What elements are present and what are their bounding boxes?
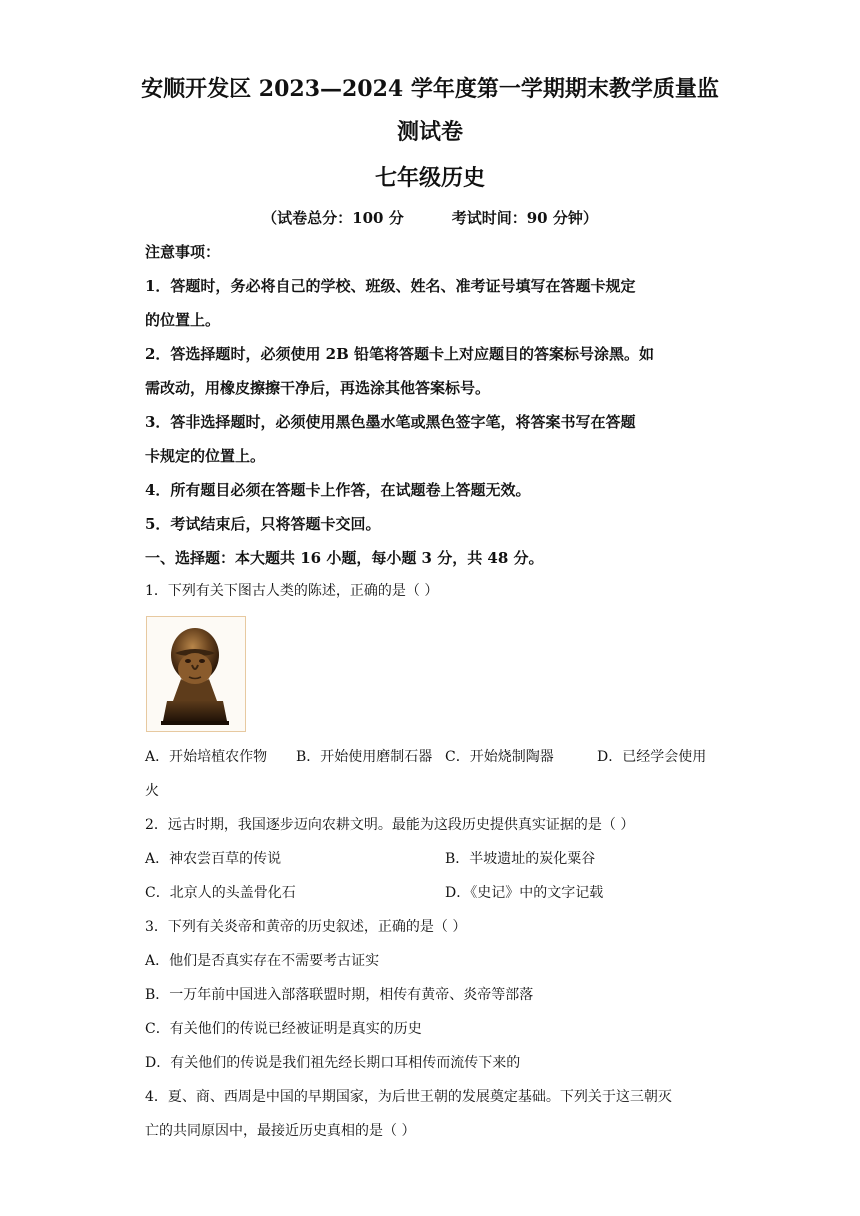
exam-time: 考试时间：90 分钟） [451, 209, 598, 227]
section-heading: 一、选择题：本大题共 16 小题，每小题 3 分，共 48 分。 [145, 549, 544, 567]
question-1-option-c: C．开始烧制陶器 [445, 749, 554, 765]
question-3-stem: 3．下列有关炎帝和黄帝的历史叙述，正确的是（ ） [145, 919, 467, 935]
question-1-option-b: B．开始使用磨制石器 [296, 749, 433, 765]
exam-title-line2: 测试卷 [396, 119, 463, 145]
notice-line: 3．答非选择题时，必须使用黑色墨水笔或黑色签字笔，将答案书写在答题 [145, 413, 636, 431]
question-3-option-b: B．一万年前中国进入部落联盟时期，相传有黄帝、炎帝等部落 [145, 987, 534, 1003]
notice-line: 1．答题时，务必将自己的学校、班级、姓名、准考证号填写在答题卡规定 [145, 277, 636, 295]
question-1-stem: 1．下列有关下图古人类的陈述，正确的是（ ） [145, 583, 439, 599]
notice-heading: 注意事项： [145, 243, 221, 261]
exam-subject: 七年级历史 [374, 165, 485, 191]
question-2-option-b: B．半坡遗址的炭化粟谷 [445, 851, 596, 867]
exam-meta [0, 207, 860, 228]
question-2-option-d: D．《史记》中的文字记载 [445, 885, 604, 901]
notice-line: 需改动，用橡皮擦擦干净后，再选涂其他答案标号。 [145, 379, 491, 397]
question-2-stem: 2．远古时期，我国逐步迈向农耕文明。最能为这段历史提供真实证据的是（ ） [145, 817, 635, 833]
question-2-option-c: C．北京人的头盖骨化石 [145, 885, 296, 901]
exam-title-line1: 安顺开发区 2023—2024 学年度第一学期期末教学质量监 [141, 76, 719, 102]
question-4-stem-line1: 4．夏、商、西周是中国的早期国家，为后世王朝的发展奠定基础。下列关于这三朝灭 [145, 1089, 672, 1105]
question-1-option-a: A．开始培植农作物 [145, 749, 268, 765]
notice-line: 4．所有题目必须在答题卡上作答，在试题卷上答题无效。 [145, 481, 531, 499]
question-3-option-c: C．有关他们的传说已经被证明是真实的历史 [145, 1021, 422, 1037]
question-2-option-a: A．神农尝百草的传说 [145, 851, 282, 867]
total-score: （试卷总分：100 分 [262, 209, 404, 227]
question-1-option-d-continued: 火 [145, 783, 159, 799]
question-3-option-a: A．他们是否真实存在不需要考古证实 [145, 953, 380, 969]
question-3-option-d: D．有关他们的传说是我们祖先经长期口耳相传而流传下来的 [145, 1055, 521, 1071]
notice-line: 2．答选择题时，必须使用 2B 铅笔将答题卡上对应题目的答案标号涂黑。如 [145, 345, 654, 363]
notice-line: 5．考试结束后，只将答题卡交回。 [145, 515, 381, 533]
question-4-stem-line2: 亡的共同原因中，最接近历史真相的是（ ） [145, 1123, 416, 1139]
notice-line: 卡规定的位置上。 [145, 447, 266, 465]
ancient-human-bust-image [146, 616, 246, 732]
notice-line: 的位置上。 [145, 311, 221, 329]
question-1-option-d: D．已经学会使用 [597, 749, 707, 765]
ancient-human-bust-icon [147, 617, 245, 731]
